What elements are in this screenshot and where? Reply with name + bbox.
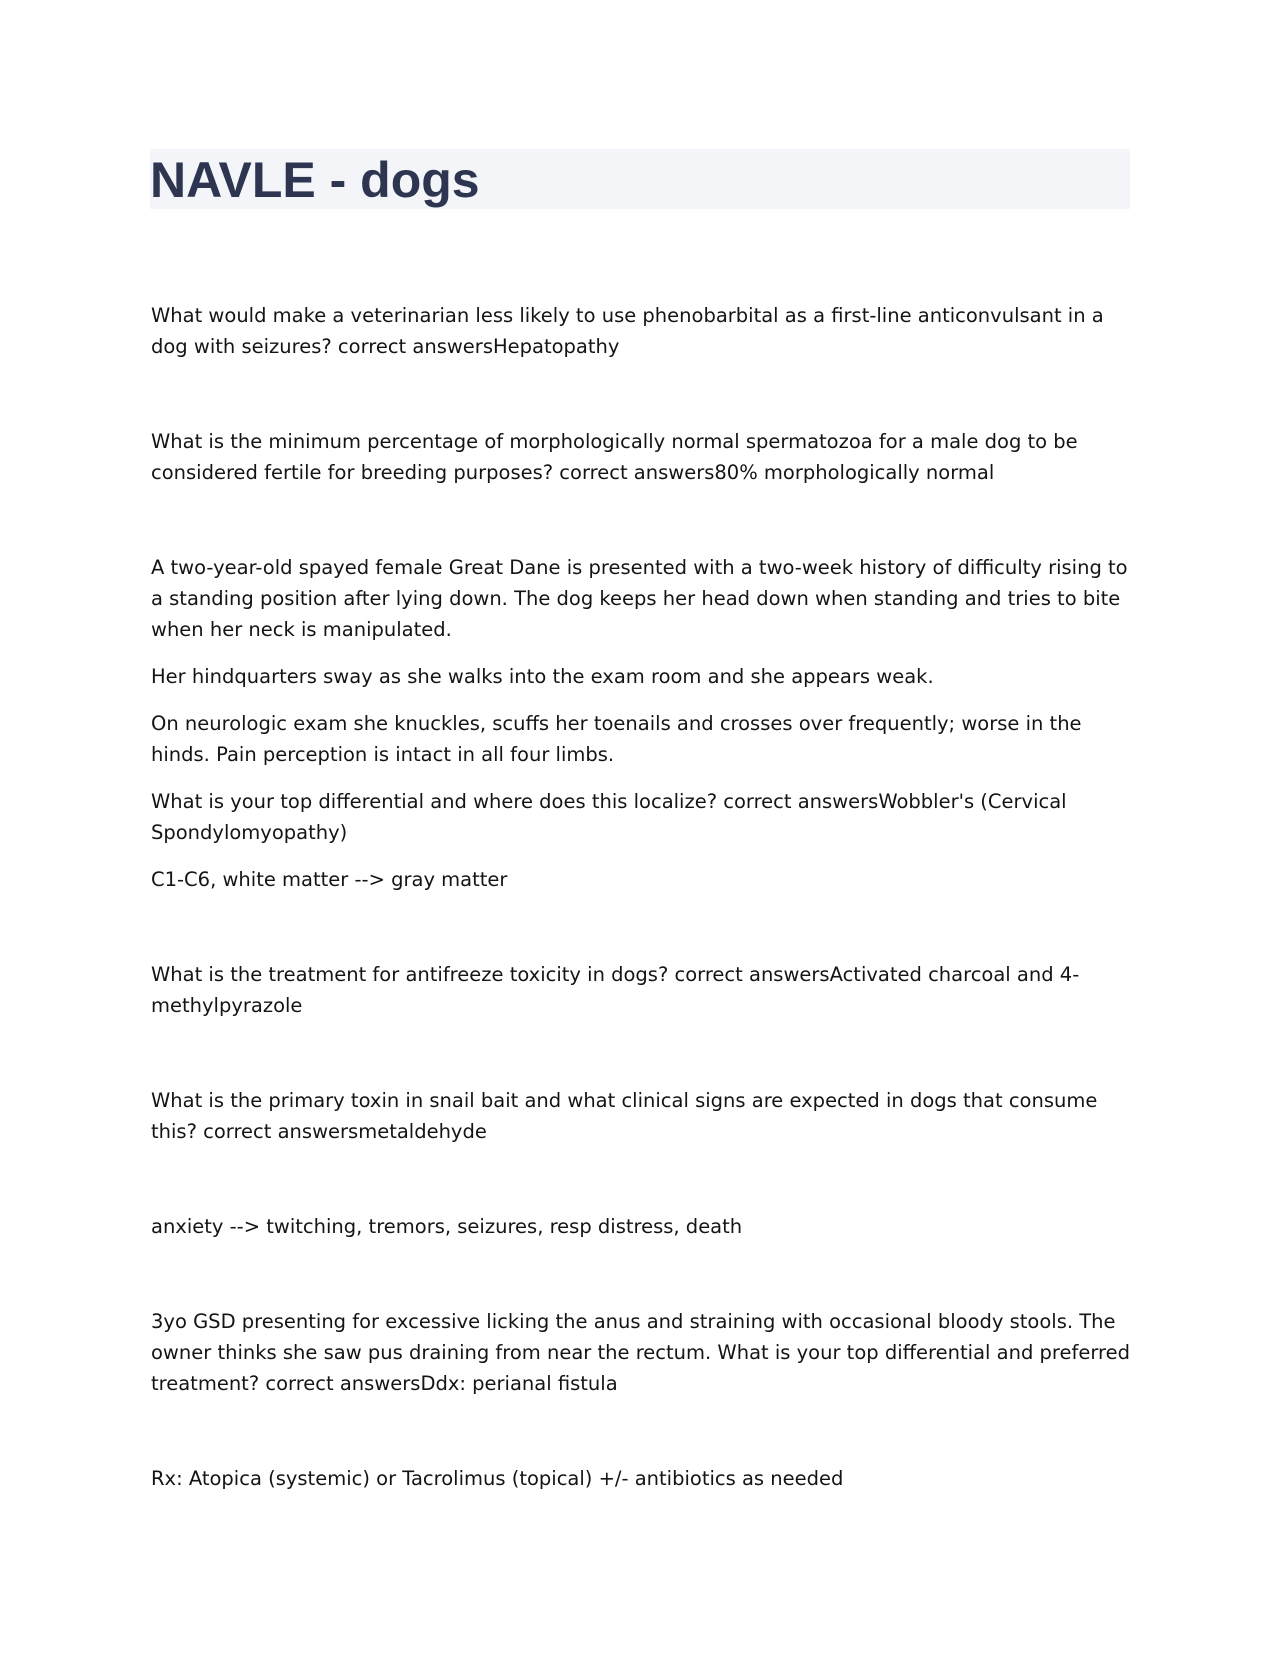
question-phenobarbital: What would make a veterinarian less likely to use phenobarbital as a first-line anticonvulsant in a dog with seizures? correct answersHepatopathy <box>151 304 1104 358</box>
question-spermatozoa: What is the minimum percentage of morphologically normal spermatozoa for a male dog to be considered fertile for breeding purposes? correct answers80% morphologically normal <box>151 430 1078 484</box>
answer-treatment: Rx: Atopica (systemic) or Tacrolimus (topical) +/- antibiotics as needed <box>151 1467 844 1490</box>
case-great-dane-gait: Her hindquarters sway as she walks into the exam room and she appears weak. <box>151 665 934 688</box>
case-great-dane-history: A two-year-old spayed female Great Dane is presented with a two-week history of difficulty rising to a standing position after lying down. The dog keeps her head down when standing and tries to bite when her neck is manipulated. <box>151 556 1128 641</box>
case-great-dane-neuro-exam: On neurologic exam she knuckles, scuffs her toenails and crosses over frequently; worse in the hinds. Pain perception is intact in all four limbs. <box>151 712 1082 766</box>
answer-snail-bait-signs: anxiety --> twitching, tremors, seizures, resp distress, death <box>151 1215 743 1238</box>
question-snail-bait: What is the primary toxin in snail bait and what clinical signs are expected in dogs that consume this? correct answersmetaldehyde <box>151 1089 1098 1143</box>
question-antifreeze: What is the treatment for antifreeze toxicity in dogs? correct answersActivated charcoal and 4-methylpyrazole <box>151 963 1080 1017</box>
document-body <box>151 300 1131 1494</box>
page-title: NAVLE - dogs <box>150 152 480 208</box>
answer-localization: C1-C6, white matter --> gray matter <box>151 868 508 891</box>
question-gsd-perianal: 3yo GSD presenting for excessive licking the anus and straining with occasional bloody stools. The owner thinks she saw pus draining from near the rectum. What is your top differential and preferred treatment? correct answersDdx: perianal fistula <box>151 1310 1130 1395</box>
question-top-differential: What is your top differential and where does this localize? correct answersWobbler's (Cervical Spondylomyopathy) <box>151 790 1067 844</box>
